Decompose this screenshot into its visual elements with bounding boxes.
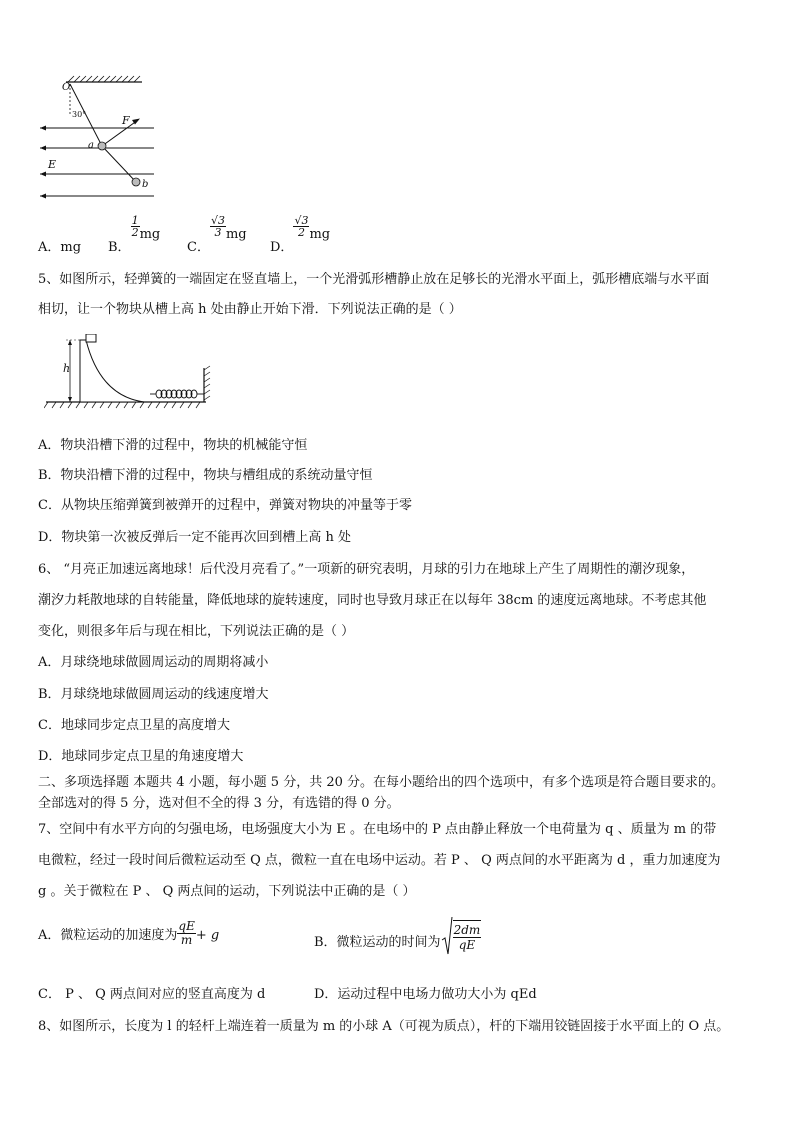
q7-option-a-den: m xyxy=(180,933,193,947)
q6-option-a[interactable]: A．月球绕地球做圆周运动的周期将减小 xyxy=(38,655,269,670)
q4-option-d-den: 2 xyxy=(297,226,305,239)
q4-label-b: b xyxy=(142,179,149,190)
q4-option-a-letter: A． xyxy=(38,240,61,255)
q7-option-a-text: A．微粒运动的加速度为 xyxy=(38,928,178,943)
q4-option-c-den: 3 xyxy=(214,226,222,239)
q7-stem-line2: 电微粒，经过一段时间后微粒运动至 Q 点，微粒一直在电场中运动。若 P 、 Q 两点间的水平距离为 d ，重力加速度为 xyxy=(38,853,721,868)
q7-option-b-den: qE xyxy=(458,938,476,952)
q6-option-c[interactable]: C．地球同步定点卫星的高度增大 xyxy=(38,718,230,733)
q4-option-c-num: √3 xyxy=(210,214,225,227)
q8-stem-line1: 8、如图所示，长度为 l 的轻杆上端连着一质量为 m 的小球 A（可视为质点），杆的下端用铰链固接于水平面上的 O 点。 xyxy=(38,1019,730,1034)
q4-option-b-num: 1 xyxy=(131,214,139,227)
q4-label-a: a xyxy=(88,140,94,151)
q4-option-d-num: √3 xyxy=(294,214,309,227)
q7-option-a-num: qE xyxy=(178,919,195,933)
q5-label-h: h xyxy=(63,362,71,375)
q4-option-c[interactable] xyxy=(187,214,247,255)
q4-option-c-unit: mg xyxy=(225,227,247,242)
q4-option-d[interactable] xyxy=(270,214,331,255)
q4-label-o: O xyxy=(62,82,71,93)
q6-option-d[interactable]: D．地球同步定点卫星的角速度增大 xyxy=(38,749,244,764)
q7-option-b-text: B．微粒运动的时间为 xyxy=(314,934,441,950)
q4-option-b-den: 2 xyxy=(131,226,139,239)
q7-option-a-tail: + g xyxy=(195,928,220,943)
q5-option-d[interactable]: D．物块第一次被反弹后一定不能再次回到槽上高 h 处 xyxy=(38,530,352,545)
q4-option-b[interactable] xyxy=(108,214,161,255)
q6-stem-line3: 变化，则很多年后与现在相比，下列说法正确的是（ ） xyxy=(38,624,355,639)
q7-stem-line3: g 。关于微粒在 P 、 Q 两点间的运动，下列说法中正确的是（ ） xyxy=(38,884,416,899)
q7-option-b-num: 2dm xyxy=(453,923,481,937)
q4-option-b-letter: B． xyxy=(108,240,131,255)
q4-option-b-unit: mg xyxy=(139,227,161,242)
q5-stem-line2: 相切，让一个物块从槽上高 h 处由静止开始下滑．下列说法正确的是（ ） xyxy=(38,302,462,317)
q4-option-a-text: mg xyxy=(60,240,82,255)
q4-label-e: E xyxy=(48,158,57,171)
q5-option-b[interactable]: B．物块沿槽下滑的过程中，物块与槽组成的系统动量守恒 xyxy=(38,468,373,483)
q7-option-d[interactable]: D．运动过程中电场力做功大小为 qEd xyxy=(314,987,537,1002)
q6-option-b[interactable]: B．月球绕地球做圆周运动的线速度增大 xyxy=(38,687,269,702)
q5-option-c[interactable]: C．从物块压缩弹簧到被弹开的过程中，弹簧对物块的冲量等于零 xyxy=(38,498,412,513)
q5-stem-line1: 5、如图所示，轻弹簧的一端固定在竖直墙上，一个光滑弧形槽静止放在足够长的光滑水平面上，弧形槽底端与水平面 xyxy=(38,272,710,287)
sqrt-icon xyxy=(441,916,453,956)
section2-heading-line2: 全部选对的得 5 分，选对但不全的得 3 分，有选错的得 0 分。 xyxy=(38,796,400,811)
q5-option-a[interactable]: A．物块沿槽下滑的过程中，物块的机械能守恒 xyxy=(38,438,308,453)
section2-heading-line1: 二、多项选择题 本题共 4 小题，每小题 5 分，共 20 分。在每小题给出的四个选项中，有多个选项是符合题目要求的。 xyxy=(38,775,725,790)
q6-stem-line2: 潮汐力耗散地球的自转能量，降低地球的旋转速度，同时也导致月球正在以每年 38cm 的速度远离地球。不考虑其他 xyxy=(38,593,707,608)
q4-label-angle: 30° xyxy=(72,110,87,119)
q4-option-d-unit: mg xyxy=(309,227,331,242)
q6-stem-line1: 6、 “月亮正加速远离地球！后代没月亮看了。”一项新的研究表明，月球的引力在地球上产生了周期性的潮汐现象， xyxy=(38,562,695,577)
q7-option-b[interactable] xyxy=(314,916,481,956)
q4-option-a[interactable] xyxy=(38,236,81,255)
q4-option-c-letter: C． xyxy=(187,240,210,255)
q4-label-f: F xyxy=(122,114,130,127)
q7-option-a[interactable] xyxy=(38,920,219,947)
q7-option-c[interactable]: C． P 、 Q 两点间对应的竖直高度为 d xyxy=(38,987,266,1002)
q4-option-d-letter: D． xyxy=(270,240,294,255)
q7-stem-line1: 7、空间中有水平方向的匀强电场，电场强度大小为 E 。在电场中的 P 点由静止释放一个电荷量为 q 、质量为 m 的带 xyxy=(38,822,717,837)
